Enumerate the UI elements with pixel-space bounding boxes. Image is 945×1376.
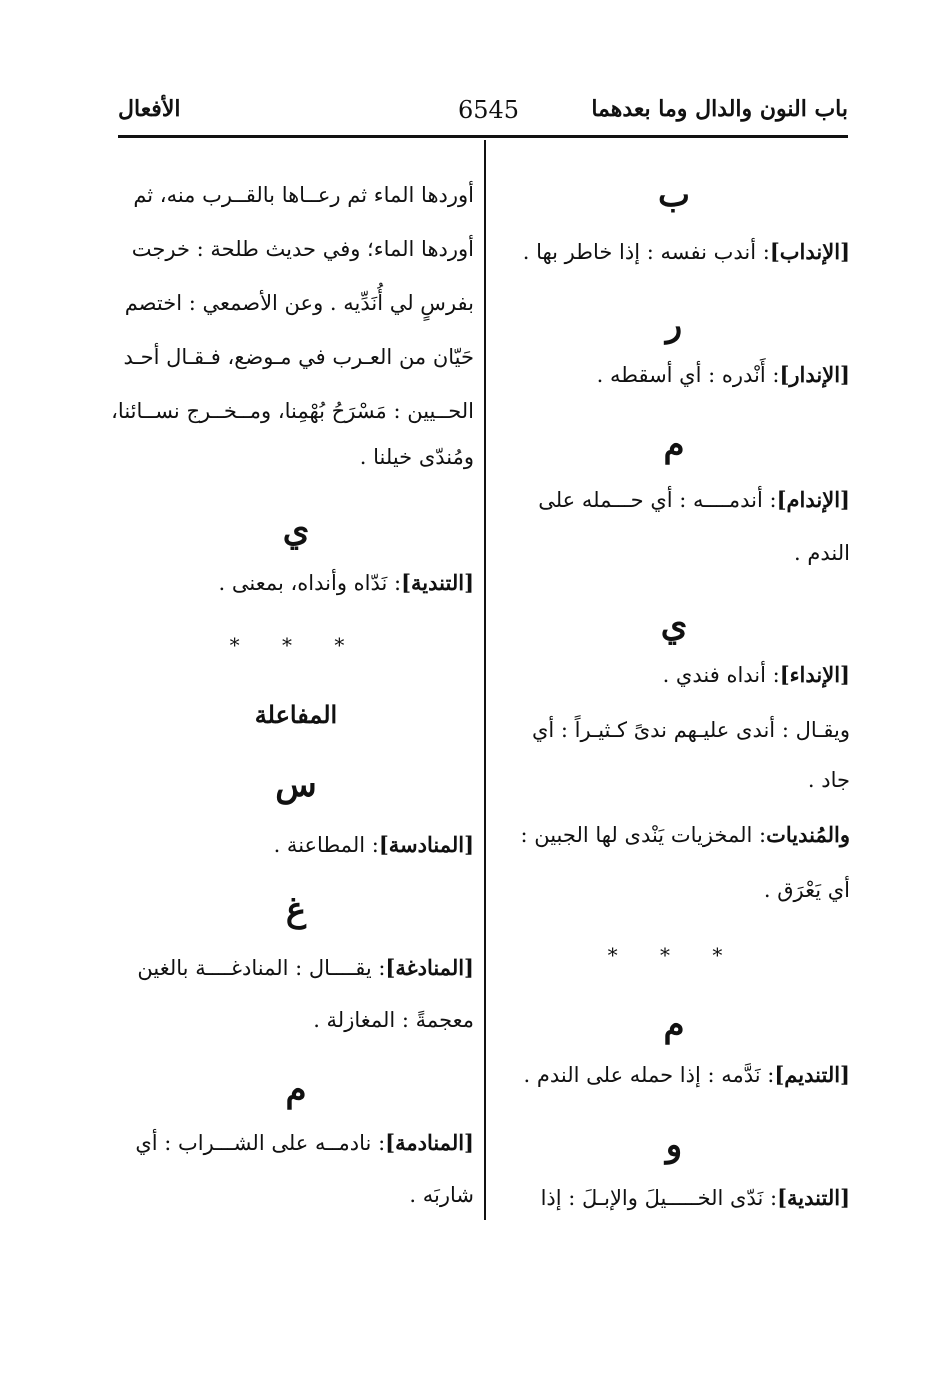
- section-heading: المفاعلة: [254, 700, 338, 729]
- entry-lemma: [الإندار]: [779, 362, 850, 387]
- section-separator-stars: * * *: [229, 633, 363, 657]
- entry-text: : يقــــال : المنادغــــة بالغين: [137, 956, 386, 980]
- page-number: 6545: [458, 96, 520, 124]
- entry: [498, 473, 850, 527]
- letter-heading: م: [285, 1070, 307, 1110]
- entry: [118, 941, 474, 995]
- entry-text: : نَدَّمه : إذا حمله على الندم .: [523, 1063, 775, 1087]
- entry-continuation: جاد .: [807, 768, 850, 792]
- paragraph-line: بفرسٍ لي أُنَدِّيه . وعن الأصمعي : اختصم: [124, 291, 474, 315]
- letter-heading: ي: [660, 605, 688, 645]
- entry: [498, 808, 850, 862]
- paragraph-line: حَيّان من العـرب في مـوضع، فـقـال أحـد: [123, 345, 474, 369]
- entry-lemma: [التندية]: [777, 1185, 850, 1210]
- letter-heading: و: [665, 1125, 683, 1165]
- entry-text: : نَدّاه وأنداه، بمعنى .: [218, 571, 402, 595]
- entry-lemma: [التندية]: [401, 570, 474, 595]
- entry-text: : المخزيات يَنْدى لها الجبين :: [520, 823, 767, 847]
- entry: [118, 556, 474, 610]
- entry-lemma: [الإنداب]: [769, 239, 850, 264]
- entry-text: : أندب نفسه : إذا خاطر بها .: [522, 240, 770, 264]
- entry-lemma: [الإندام]: [776, 487, 850, 512]
- entry-continuation: أي يَعْرَق .: [763, 878, 850, 902]
- header-rule: [118, 135, 848, 138]
- entry-continuation: الندم .: [794, 541, 850, 565]
- paragraph-line: الحــيين : مَسْرَحُ بُهْمِنا، ومــخــرج نســائنا،: [111, 399, 474, 423]
- entry-line: ويقـال : أندى عليـهم ندىً كـثيـراً : أي: [531, 718, 850, 742]
- paragraph-line: أوردها الماء؛ وفي حديث طلحة : خرجت: [131, 237, 474, 261]
- entry-text: : أنداه فندي .: [662, 663, 780, 687]
- column-divider: [484, 140, 486, 1220]
- letter-heading: غ: [285, 890, 307, 930]
- entry-continuation: معجمةً : المغازلة .: [313, 1008, 474, 1032]
- letter-heading: ب: [657, 175, 690, 215]
- entry-text: : أندمــــه : أي حـــمله على: [538, 488, 777, 512]
- entry: [118, 1116, 474, 1170]
- running-header-section: الأفعال: [118, 96, 181, 122]
- entry-lemma: [المنادمة]: [385, 1130, 474, 1155]
- entry-text: : نَدّى الخـــــيلَ والإبـلَ : إذا: [540, 1186, 778, 1210]
- entry-text: : أَنْدره : أي أسقطه .: [596, 363, 780, 387]
- letter-heading: ر: [665, 305, 683, 345]
- letter-heading: ي: [282, 510, 310, 550]
- entry-lemma: [الإنداء]: [779, 662, 850, 687]
- entry: [118, 818, 474, 872]
- entry-lemma: [المنادغة]: [385, 955, 474, 980]
- entry-lemma: [التنديم]: [774, 1062, 850, 1087]
- section-separator-stars: * * *: [607, 943, 741, 967]
- paragraph-line: أوردها الماء ثم رعــاها بالقــرب منه، ثم: [133, 183, 474, 207]
- running-header-chapter: باب النون والدال وما بعدهما: [591, 96, 848, 122]
- entry-text: : المطاعنة .: [273, 833, 379, 857]
- letter-heading: م: [663, 425, 685, 465]
- paragraph-line: ومُندّى خيلنا .: [359, 445, 474, 469]
- letter-heading: م: [663, 1005, 685, 1045]
- entry: [498, 648, 850, 702]
- entry: [498, 225, 850, 279]
- entry: [498, 348, 850, 402]
- entry: [498, 1171, 850, 1225]
- entry-lemma: والمُنديات: [766, 822, 850, 847]
- entry-lemma: [المنادسة]: [378, 832, 474, 857]
- entry: [498, 1048, 850, 1102]
- entry-continuation: شاربَه .: [409, 1183, 474, 1207]
- entry-text: : نادمــه على الشـــراب : أي: [135, 1131, 386, 1155]
- letter-heading: س: [275, 765, 317, 805]
